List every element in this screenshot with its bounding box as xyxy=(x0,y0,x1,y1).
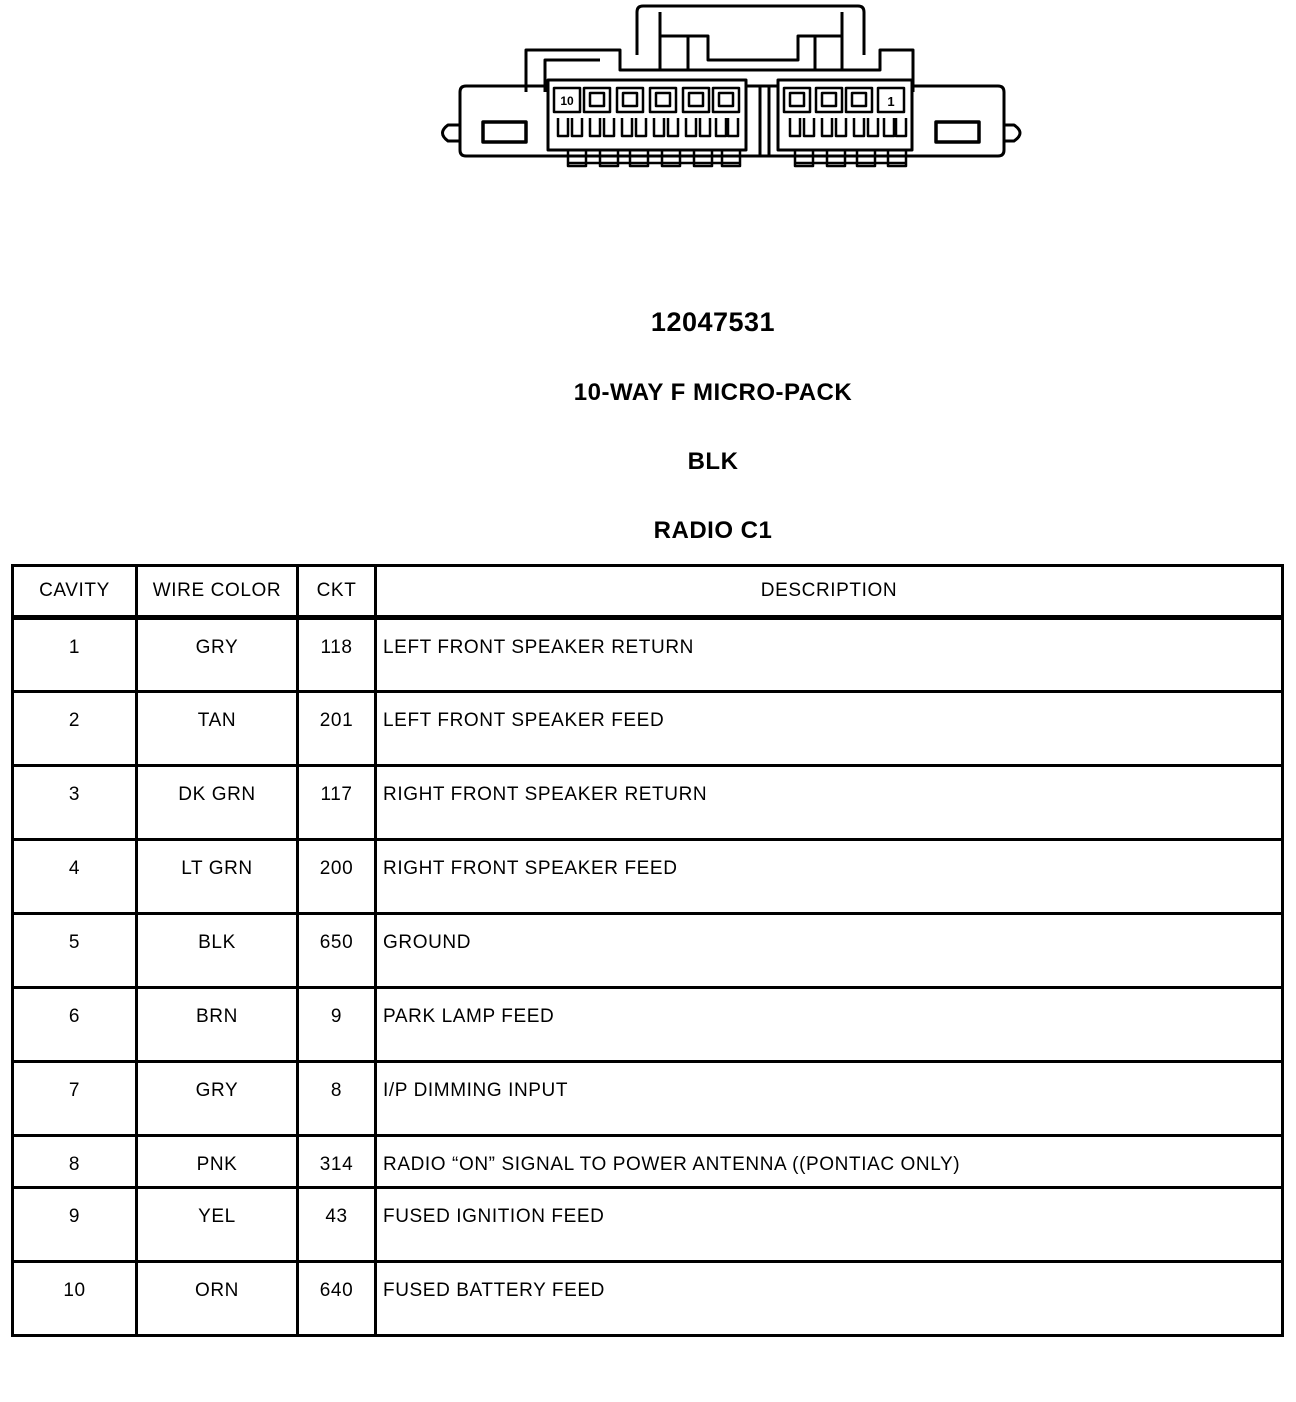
description-cell: GROUND xyxy=(376,914,1283,988)
wire-color-cell: TAN xyxy=(137,692,298,766)
wire-color-cell: YEL xyxy=(137,1188,298,1262)
table-row xyxy=(13,988,1283,1062)
ckt-cell: 118 xyxy=(298,618,376,692)
cavity-cell: 2 xyxy=(13,692,137,766)
ckt-cell: 117 xyxy=(298,766,376,840)
ckt-cell: 650 xyxy=(298,914,376,988)
pinout-table xyxy=(11,564,1284,1337)
connector-face-diagram xyxy=(0,0,1296,300)
wire-color-cell: BLK xyxy=(137,914,298,988)
cavity-cell: 8 xyxy=(13,1136,137,1188)
part-number: 12047531 xyxy=(650,307,776,337)
wire-color-cell: DK GRN xyxy=(137,766,298,840)
cavity-cell: 3 xyxy=(13,766,137,840)
description-cell: RIGHT FRONT SPEAKER RETURN xyxy=(376,766,1283,840)
connector-housing xyxy=(443,50,1021,156)
cavity-cell: 10 xyxy=(13,1262,137,1336)
cavity-cell: 9 xyxy=(13,1188,137,1262)
wire-color-cell: PNK xyxy=(137,1136,298,1188)
cavity-cell: 7 xyxy=(13,1062,137,1136)
description-cell: LEFT FRONT SPEAKER FEED xyxy=(376,692,1283,766)
connector-latch xyxy=(637,6,864,70)
ckt-cell: 43 xyxy=(298,1188,376,1262)
cavity-cell: 1 xyxy=(13,618,137,692)
wire-color-cell: LT GRN xyxy=(137,840,298,914)
cavity-cell: 5 xyxy=(13,914,137,988)
ckt-cell: 9 xyxy=(298,988,376,1062)
description-cell: I/P DIMMING INPUT xyxy=(376,1062,1283,1136)
table-row xyxy=(13,1262,1283,1336)
table-row xyxy=(13,1062,1283,1136)
table-header-row xyxy=(13,566,1283,618)
table-row xyxy=(13,1188,1283,1262)
cavity-1-label: 1 xyxy=(887,94,895,109)
wire-color-cell: ORN xyxy=(137,1262,298,1336)
table-row xyxy=(13,692,1283,766)
header-ckt: CKT xyxy=(298,566,376,618)
table-row xyxy=(13,840,1283,914)
description-cell: RIGHT FRONT SPEAKER FEED xyxy=(376,840,1283,914)
description-cell: FUSED IGNITION FEED xyxy=(376,1188,1283,1262)
description-cell: LEFT FRONT SPEAKER RETURN xyxy=(376,618,1283,692)
cavity-cell: 4 xyxy=(13,840,137,914)
connector-color: BLK xyxy=(687,448,739,475)
description-cell: FUSED BATTERY FEED xyxy=(376,1262,1283,1336)
ckt-cell: 640 xyxy=(298,1262,376,1336)
ckt-cell: 8 xyxy=(298,1062,376,1136)
connector-type: 10-WAY F MICRO-PACK xyxy=(573,379,853,406)
wire-color-cell: GRY xyxy=(137,618,298,692)
table-row xyxy=(13,1136,1283,1188)
description-cell: PARK LAMP FEED xyxy=(376,988,1283,1062)
header-description: DESCRIPTION xyxy=(376,566,1283,618)
cavity-10-label: 10 xyxy=(560,94,574,108)
table-row xyxy=(13,766,1283,840)
cavity-cell: 6 xyxy=(13,988,137,1062)
connector-name: RADIO C1 xyxy=(653,517,773,544)
header-wire-color: WIRE COLOR xyxy=(137,566,298,618)
ckt-cell: 201 xyxy=(298,692,376,766)
description-cell: RADIO “ON” SIGNAL TO POWER ANTENNA ((PONTIAC ONLY) xyxy=(376,1136,1283,1188)
wire-color-cell: BRN xyxy=(137,988,298,1062)
table-row xyxy=(13,914,1283,988)
ckt-cell: 314 xyxy=(298,1136,376,1188)
table-row xyxy=(13,618,1283,692)
header-cavity: CAVITY xyxy=(13,566,137,618)
ckt-cell: 200 xyxy=(298,840,376,914)
wire-color-cell: GRY xyxy=(137,1062,298,1136)
